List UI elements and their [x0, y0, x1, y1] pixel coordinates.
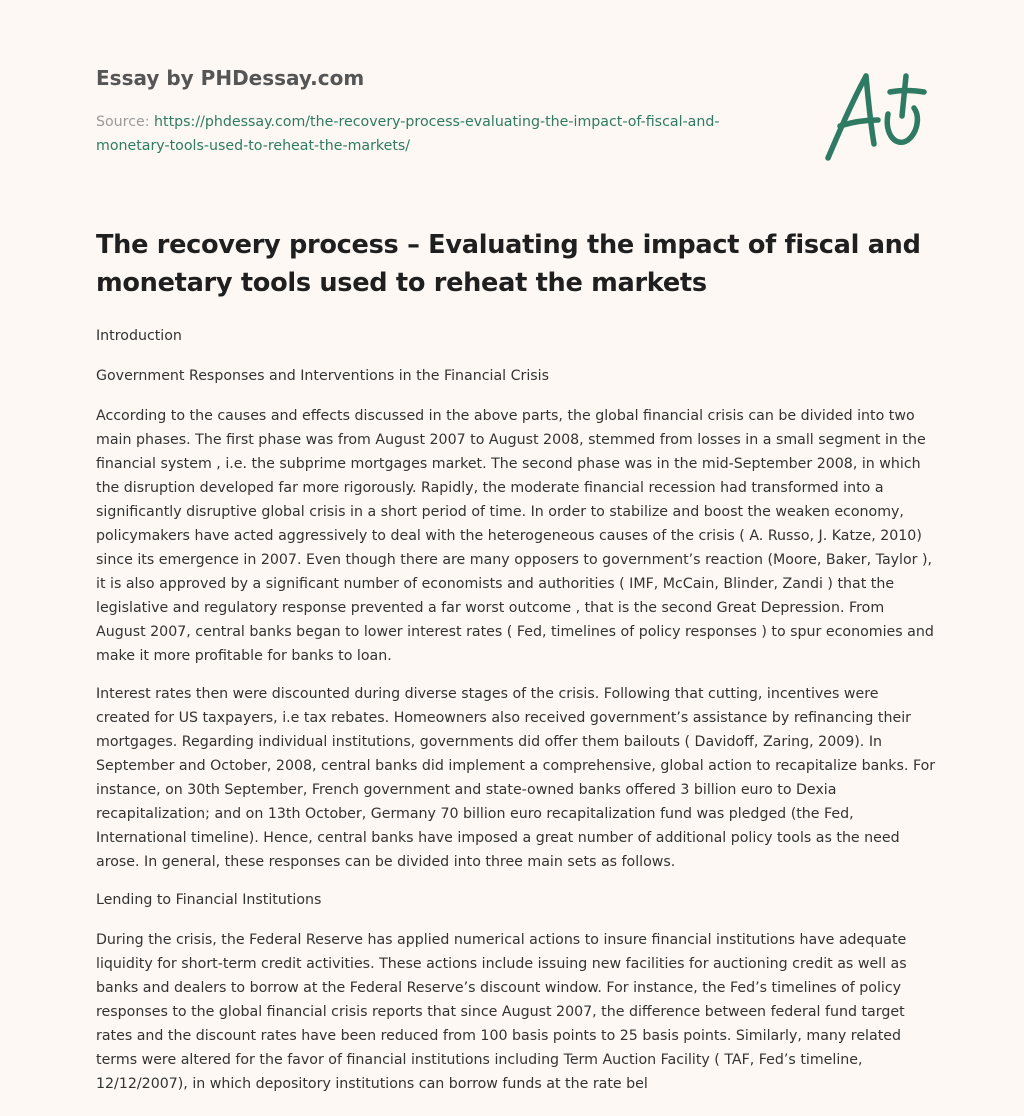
- section-heading-introduction: Introduction: [96, 328, 182, 344]
- paragraph-3: During the crisis, the Federal Reserve has applied numerical actions to insure financial institutions have adequate liquidity for short-term credit activities. These actions include issuing new facilities for auctioning credit as well as banks and dealers to borrow at the Federal Reserve’s discount window. For instance, the Fed’s timelines of policy responses to the global financial crisis reports that since August 2007, the difference between federal fund target rates and the discount rates have been reduced from 100 basis points to 25 basis points. Similarly, many related terms were altered for the favor of financial institutions including Term Auction Facility ( TAF, Fed’s timeline, 12/12/2007), in which depository institutions can borrow funds at the rate bel: [96, 932, 907, 1092]
- paragraph-1: According to the causes and effects discussed in the above parts, the global financial crisis can be divided into two main phases. The first phase was from August 2007 to August 2008, stemmed from losses in a small segment in the financial system , i.e. the subprime mortgages market. The second phase was in the mid-September 2008, in which the disruption developed far more rigorously. Rapidly, the moderate financial recession had transformed into a significantly disruptive global crisis in a short period of time. In order to stabilize and boost the weaken economy, policymakers have acted aggressively to deal with the heterogeneous causes of the crisis ( A. Russo, J. Katze, 2010) since its emergence in 2007. Even though there are many opposers to government’s reaction (Moore, Baker, Taylor ), it is also approved by a significant number of economists and authorities ( IMF, McCain, Blinder, Zandi ) that the legislative and regulatory response prevented a far worst outcome , that is the second Great Depression. From August 2007, central banks began to lower interest rates ( Fed, timelines of policy responses ) to spur economies and make it more profitable for banks to loan.: [96, 408, 934, 664]
- paragraph-2: Interest rates then were discounted during diverse stages of the crisis. Following that cutting, incentives were created for US taxpayers, i.e tax rebates. Homeowners also received government’s assistance by refinancing their mortgages. Regarding individual institutions, governments did offer them bailouts ( Davidoff, Zaring, 2009). In September and October, 2008, central banks did implement a comprehensive, global action to recapitalize banks. For instance, on 30th September, French government and state-owned banks offered 3 billion euro to Dexia recapitalization; and on 13th October, Germany 70 billion euro recapitalization fund was pledged (the Fed, International timeline). Hence, central banks have imposed a great number of additional policy tools as the need arose. In general, these responses can be divided into three main sets as follows.: [96, 686, 936, 870]
- source-label: Source:: [96, 114, 150, 130]
- section-heading-lending: Lending to Financial Institutions: [96, 892, 322, 908]
- source-link[interactable]: [96, 114, 719, 154]
- site-brand: Essay by PHDessay.com: [96, 66, 365, 90]
- essay-title: The recovery process – Evaluating the impact of fiscal and monetary tools used to reheat the markets: [96, 230, 921, 298]
- section-heading-government-responses: Government Responses and Interventions in the Financial Crisis: [96, 368, 550, 384]
- source-link-line2: monetary-tools-used-to-reheat-the-markets/: [96, 138, 411, 154]
- source-line: [96, 110, 796, 158]
- essay-header: [96, 64, 796, 158]
- source-link-line1: https://phdessay.com/the-recovery-process-evaluating-the-impact-of-fiscal-and-: [154, 114, 720, 130]
- essay-body: [96, 324, 936, 1110]
- a-plus-logo-icon: [818, 68, 930, 168]
